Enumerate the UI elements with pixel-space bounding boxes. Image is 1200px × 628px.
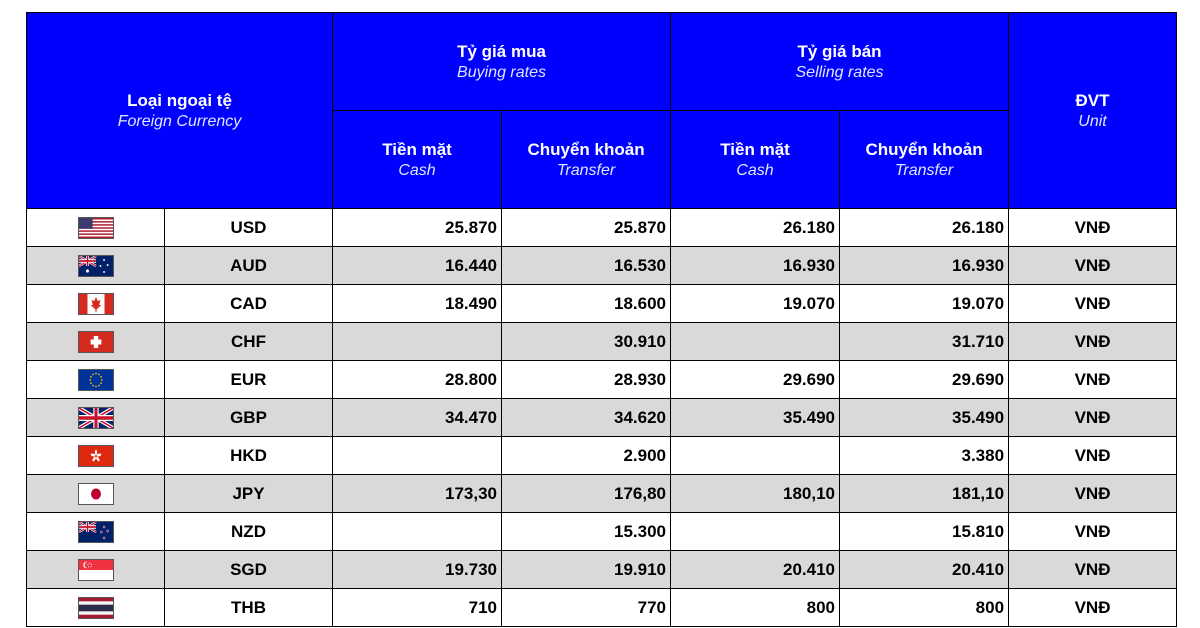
sell-transfer-value: 35.490 [840,399,1009,437]
flag-cell [27,285,165,323]
flag-cell [27,323,165,361]
buy-transfer-value: 770 [502,589,671,627]
sell-cash-value [671,513,840,551]
unit-value: VNĐ [1009,589,1177,627]
unit-value: VNĐ [1009,361,1177,399]
flag-cell [27,361,165,399]
unit-header [1009,13,1177,209]
sell-cash-value [671,437,840,475]
buy-transfer-header [502,111,671,209]
buy-transfer-value: 16.530 [502,247,671,285]
buy-cash-subtitle: Cash [398,161,436,179]
table-row [27,361,1177,399]
th-flag-icon [78,597,114,619]
flag-cell [27,399,165,437]
buy-transfer-value: 18.600 [502,285,671,323]
buy-transfer-value: 30.910 [502,323,671,361]
sell-cash-value: 20.410 [671,551,840,589]
sell-cash-value: 26.180 [671,209,840,247]
sell-transfer-value: 3.380 [840,437,1009,475]
buy-cash-header [333,111,502,209]
sell-cash-value: 800 [671,589,840,627]
au-flag-icon [78,255,114,277]
buying-rates-subtitle: Buying rates [457,63,546,81]
exchange-rate-table [26,12,1177,627]
sell-cash-value: 180,10 [671,475,840,513]
buy-cash-value [333,323,502,361]
flag-cell [27,475,165,513]
table-row [27,209,1177,247]
sg-flag-icon [78,559,114,581]
unit-value: VNĐ [1009,247,1177,285]
ca-flag-icon [78,293,114,315]
sell-cash-value: 35.490 [671,399,840,437]
unit-value: VNĐ [1009,437,1177,475]
currency-code: CHF [165,323,333,361]
unit-value: VNĐ [1009,323,1177,361]
sell-cash-header [671,111,840,209]
sell-transfer-value: 19.070 [840,285,1009,323]
buy-cash-value: 173,30 [333,475,502,513]
jp-flag-icon [78,483,114,505]
buy-transfer-subtitle: Transfer [556,161,616,179]
buy-cash-value: 34.470 [333,399,502,437]
currency-code: NZD [165,513,333,551]
flag-cell [27,551,165,589]
currency-code: JPY [165,475,333,513]
selling-rates-subtitle: Selling rates [795,63,884,81]
sell-cash-value: 29.690 [671,361,840,399]
buy-cash-value: 18.490 [333,285,502,323]
currency-code: AUD [165,247,333,285]
currency-header [27,13,333,209]
buy-cash-title: Tiền mặt [382,139,452,159]
buy-transfer-value: 25.870 [502,209,671,247]
table-row [27,285,1177,323]
currency-code: USD [165,209,333,247]
buy-transfer-value: 19.910 [502,551,671,589]
buy-transfer-value: 34.620 [502,399,671,437]
currency-header-subtitle: Foreign Currency [117,112,242,130]
buy-cash-value: 28.800 [333,361,502,399]
sell-transfer-value: 181,10 [840,475,1009,513]
sell-transfer-value: 31.710 [840,323,1009,361]
flag-cell [27,589,165,627]
hk-flag-icon [78,445,114,467]
buy-cash-value: 710 [333,589,502,627]
buy-transfer-value: 176,80 [502,475,671,513]
buy-cash-value: 25.870 [333,209,502,247]
currency-code: SGD [165,551,333,589]
buy-transfer-value: 15.300 [502,513,671,551]
sell-cash-title: Tiền mặt [720,139,790,159]
sell-transfer-value: 20.410 [840,551,1009,589]
table-row [27,475,1177,513]
buying-rates-title: Tỷ giá mua [457,41,546,61]
table-row [27,551,1177,589]
selling-rates-header [671,13,1009,111]
unit-header-title: ĐVT [1075,90,1110,110]
buy-transfer-title: Chuyển khoản [527,139,645,159]
selling-rates-title: Tỷ giá bán [797,41,882,61]
buy-cash-value: 16.440 [333,247,502,285]
table-body [27,209,1177,627]
buy-cash-value [333,437,502,475]
buy-cash-value [333,513,502,551]
buy-transfer-value: 2.900 [502,437,671,475]
buy-cash-value: 19.730 [333,551,502,589]
eu-flag-icon [78,369,114,391]
table-header [27,13,1177,209]
sell-transfer-title: Chuyển khoản [865,139,983,159]
table-row [27,399,1177,437]
sell-transfer-value: 26.180 [840,209,1009,247]
unit-value: VNĐ [1009,513,1177,551]
unit-value: VNĐ [1009,551,1177,589]
table-row [27,513,1177,551]
sell-cash-subtitle: Cash [736,161,774,179]
flag-cell [27,209,165,247]
currency-header-title: Loại ngoại tệ [127,90,232,110]
unit-header-subtitle: Unit [1078,112,1107,130]
flag-cell [27,513,165,551]
sell-transfer-value: 800 [840,589,1009,627]
sell-transfer-header [840,111,1009,209]
exchange-rate-board [26,12,1176,626]
table-row [27,589,1177,627]
table-row [27,437,1177,475]
nz-flag-icon [78,521,114,543]
unit-value: VNĐ [1009,285,1177,323]
ch-flag-icon [78,331,114,353]
buying-rates-header [333,13,671,111]
unit-value: VNĐ [1009,209,1177,247]
currency-code: THB [165,589,333,627]
sell-transfer-value: 29.690 [840,361,1009,399]
currency-code: HKD [165,437,333,475]
flag-cell [27,437,165,475]
table-row [27,323,1177,361]
buy-transfer-value: 28.930 [502,361,671,399]
table-row [27,247,1177,285]
sell-cash-value: 16.930 [671,247,840,285]
sell-cash-value [671,323,840,361]
flag-cell [27,247,165,285]
unit-value: VNĐ [1009,399,1177,437]
gb-flag-icon [78,407,114,429]
us-flag-icon [78,217,114,239]
sell-cash-value: 19.070 [671,285,840,323]
currency-code: GBP [165,399,333,437]
currency-code: EUR [165,361,333,399]
sell-transfer-value: 15.810 [840,513,1009,551]
currency-code: CAD [165,285,333,323]
sell-transfer-value: 16.930 [840,247,1009,285]
sell-transfer-subtitle: Transfer [894,161,954,179]
unit-value: VNĐ [1009,475,1177,513]
